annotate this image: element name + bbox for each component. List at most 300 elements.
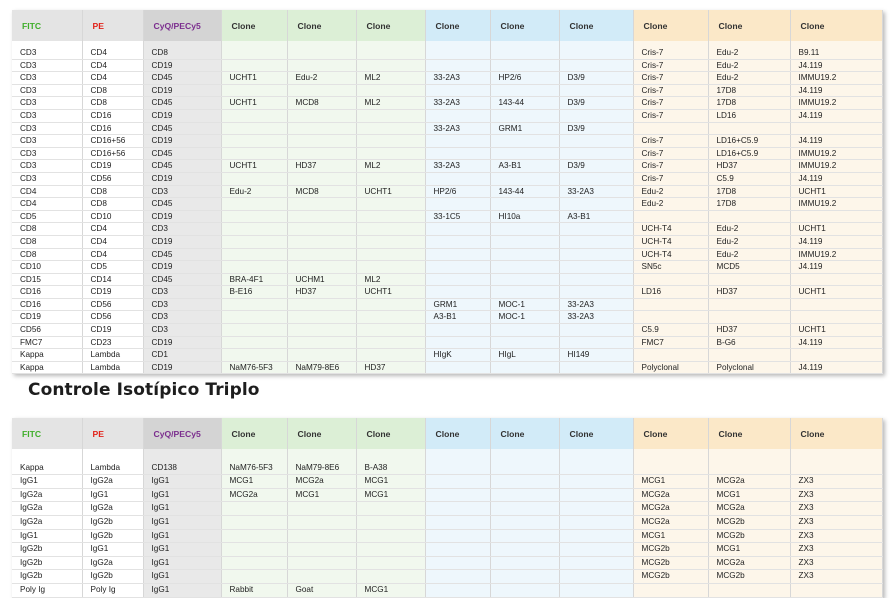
table-row <box>12 543 882 557</box>
clone-cell <box>425 198 490 211</box>
spacer-cell <box>559 449 633 462</box>
fitc-cell: CD3 <box>12 72 82 85</box>
clone-cell: Edu-2 <box>708 235 790 248</box>
clone-header-6: Clone <box>559 10 633 41</box>
table-row <box>12 135 882 148</box>
section-title: Controle Isotípico Triplo <box>28 380 260 400</box>
clone-cell <box>356 210 425 223</box>
clone-cell <box>425 475 490 489</box>
table-row <box>12 349 882 362</box>
fitc-cell: IgG2a <box>12 488 82 502</box>
pe-cell: IgG2b <box>82 515 143 529</box>
clone-cell <box>221 223 287 236</box>
cyq-cell: CD3 <box>143 286 221 299</box>
clone-cell: J4.119 <box>790 172 882 185</box>
clone-cell <box>221 59 287 72</box>
fitc-cell: Kappa <box>12 361 82 374</box>
clone-cell: Cris-7 <box>633 135 708 148</box>
clone-cell <box>633 273 708 286</box>
spacer-cell <box>708 449 790 462</box>
antibody-combinations-table <box>12 10 883 374</box>
clone-cell <box>490 570 559 584</box>
clone-cell: J4.119 <box>790 361 882 374</box>
clone-cell <box>287 47 356 59</box>
clone-cell: Cris-7 <box>633 160 708 173</box>
clone-cell: 33-2A3 <box>425 122 490 135</box>
clone-cell: 17D8 <box>708 185 790 198</box>
clone-cell: GRM1 <box>490 122 559 135</box>
cyq-cell: CD3 <box>143 298 221 311</box>
clone-cell: UCHT1 <box>790 286 882 299</box>
cyq-cell: IgG1 <box>143 543 221 557</box>
clone-cell <box>490 502 559 516</box>
clone-cell: UCHT1 <box>790 185 882 198</box>
pe-cell: CD4 <box>82 248 143 261</box>
clone-cell: B-E16 <box>221 286 287 299</box>
clone-cell: ZX3 <box>790 529 882 543</box>
clone-cell <box>490 286 559 299</box>
table-row <box>12 248 882 261</box>
fitc-cell: CD3 <box>12 97 82 110</box>
clone-cell <box>559 502 633 516</box>
fitc-cell: IgG2b <box>12 543 82 557</box>
table-row <box>12 147 882 160</box>
clone-cell <box>559 336 633 349</box>
pe-cell: IgG2b <box>82 570 143 584</box>
clone-cell: 33-2A3 <box>559 185 633 198</box>
clone-cell: UCHT1 <box>221 97 287 110</box>
cyq-cell: CD19 <box>143 210 221 223</box>
clone-cell: IMMU19.2 <box>790 160 882 173</box>
clone-cell <box>287 59 356 72</box>
cyq-cell: CD19 <box>143 109 221 122</box>
clone-cell: UCHT1 <box>356 185 425 198</box>
clone-cell <box>708 311 790 324</box>
clone-cell: UCH-T4 <box>633 248 708 261</box>
clone-cell: HD37 <box>356 361 425 374</box>
clone-cell: MCG2a <box>708 475 790 489</box>
clone-cell: Edu-2 <box>708 59 790 72</box>
clone-cell: 33-2A3 <box>425 97 490 110</box>
clone-cell <box>356 122 425 135</box>
fitc-cell: CD4 <box>12 198 82 211</box>
fitc-cell: Kappa <box>12 462 82 475</box>
clone-cell: MCG1 <box>356 475 425 489</box>
clone-cell <box>287 515 356 529</box>
fitc-cell: IgG2a <box>12 502 82 516</box>
clone-cell: Cris-7 <box>633 172 708 185</box>
clone-cell <box>559 543 633 557</box>
clone-cell <box>287 122 356 135</box>
clone-cell <box>287 210 356 223</box>
clone-cell <box>221 543 287 557</box>
table-row <box>12 502 882 516</box>
fitc-cell: CD3 <box>12 122 82 135</box>
clone-cell <box>287 248 356 261</box>
table-row <box>12 324 882 337</box>
clone-cell <box>287 198 356 211</box>
clone-cell: UCHT1 <box>790 324 882 337</box>
fitc-cell: CD3 <box>12 59 82 72</box>
clone-cell <box>356 298 425 311</box>
clone-cell <box>559 172 633 185</box>
fitc-cell: CD19 <box>12 311 82 324</box>
clone-cell <box>221 529 287 543</box>
clone-cell: B-A38 <box>356 462 425 475</box>
pe-cell: CD56 <box>82 311 143 324</box>
table-row <box>12 122 882 135</box>
pe-cell: CD16+56 <box>82 135 143 148</box>
clone-cell <box>356 172 425 185</box>
clone-cell: ZX3 <box>790 556 882 570</box>
cyq-cell: CD138 <box>143 462 221 475</box>
clone-cell: HP2/6 <box>425 185 490 198</box>
cyq-cell: CD45 <box>143 97 221 110</box>
clone-cell <box>790 349 882 362</box>
fitc-header: FITC <box>12 10 82 41</box>
clone-cell: IMMU19.2 <box>790 147 882 160</box>
fitc-cell: CD3 <box>12 172 82 185</box>
clone-cell <box>356 109 425 122</box>
clone-cell: IMMU19.2 <box>790 97 882 110</box>
table-row <box>12 210 882 223</box>
clone-cell <box>425 273 490 286</box>
pe-cell: IgG1 <box>82 488 143 502</box>
clone-cell <box>425 515 490 529</box>
clone-cell <box>287 543 356 557</box>
pe-cell: CD4 <box>82 235 143 248</box>
clone-cell <box>221 109 287 122</box>
pe-cell: CD16 <box>82 122 143 135</box>
clone-cell: Cris-7 <box>633 84 708 97</box>
clone-cell: MCD8 <box>287 185 356 198</box>
clone-header-2: Clone <box>287 418 356 449</box>
clone-cell <box>559 248 633 261</box>
clone-cell: D3/9 <box>559 122 633 135</box>
cyq-cell: CD19 <box>143 261 221 274</box>
clone-cell <box>490 543 559 557</box>
pe-cell: IgG2a <box>82 475 143 489</box>
table-row <box>12 47 882 59</box>
clone-cell: Edu-2 <box>708 47 790 59</box>
clone-cell <box>790 122 882 135</box>
fitc-cell: CD15 <box>12 273 82 286</box>
clone-cell <box>221 248 287 261</box>
cyq-cell: IgG1 <box>143 488 221 502</box>
fitc-cell: Poly Ig <box>12 583 82 597</box>
clone-cell <box>221 298 287 311</box>
clone-cell <box>425 261 490 274</box>
clone-cell <box>356 556 425 570</box>
cyq-cell: CD45 <box>143 273 221 286</box>
cyq-header: CyQ/PECy5 <box>143 418 221 449</box>
table-row <box>12 336 882 349</box>
clone-header-9: Clone <box>790 418 882 449</box>
clone-cell <box>490 515 559 529</box>
clone-cell: MCG1 <box>708 488 790 502</box>
clone-cell <box>490 223 559 236</box>
isotype-control-table <box>12 418 883 598</box>
cyq-cell: IgG1 <box>143 515 221 529</box>
table-row <box>12 235 882 248</box>
table-row <box>12 223 882 236</box>
clone-cell <box>559 570 633 584</box>
pe-cell: Poly Ig <box>82 583 143 597</box>
table-row <box>12 261 882 274</box>
fitc-cell: CD5 <box>12 210 82 223</box>
clone-cell <box>221 122 287 135</box>
table-row <box>12 515 882 529</box>
clone-cell <box>356 543 425 557</box>
cyq-cell: IgG1 <box>143 475 221 489</box>
clone-cell: NaM79-8E6 <box>287 361 356 374</box>
clone-cell: MCG2a <box>633 488 708 502</box>
clone-cell: NaM79-8E6 <box>287 462 356 475</box>
clone-cell <box>708 273 790 286</box>
clone-header-1: Clone <box>221 418 287 449</box>
clone-cell <box>425 502 490 516</box>
clone-cell <box>708 583 790 597</box>
clone-cell <box>356 311 425 324</box>
clone-cell <box>708 210 790 223</box>
clone-cell <box>287 109 356 122</box>
fitc-cell: CD56 <box>12 324 82 337</box>
pe-header: PE <box>82 10 143 41</box>
clone-cell <box>221 336 287 349</box>
clone-cell <box>221 147 287 160</box>
clone-cell: MCG1 <box>356 583 425 597</box>
pe-cell: CD8 <box>82 198 143 211</box>
clone-cell <box>425 324 490 337</box>
pe-cell: CD23 <box>82 336 143 349</box>
clone-cell: UCHT1 <box>356 286 425 299</box>
clone-cell <box>356 336 425 349</box>
clone-cell: 33-2A3 <box>559 298 633 311</box>
clone-cell <box>633 122 708 135</box>
fitc-cell: CD3 <box>12 84 82 97</box>
clone-cell: BRA-4F1 <box>221 273 287 286</box>
clone-cell <box>490 235 559 248</box>
clone-cell <box>287 235 356 248</box>
clone-cell <box>559 84 633 97</box>
pe-cell: CD56 <box>82 172 143 185</box>
clone-cell: HD37 <box>708 324 790 337</box>
clone-cell <box>559 273 633 286</box>
table-row <box>12 583 882 597</box>
clone-cell <box>559 109 633 122</box>
clone-cell: Edu-2 <box>708 223 790 236</box>
clone-cell <box>356 248 425 261</box>
clone-header-8: Clone <box>708 10 790 41</box>
clone-cell <box>490 109 559 122</box>
clone-cell: MCG1 <box>287 488 356 502</box>
table-row <box>12 109 882 122</box>
clone-cell: B-G6 <box>708 336 790 349</box>
clone-cell <box>221 261 287 274</box>
fitc-cell: CD3 <box>12 147 82 160</box>
pe-cell: IgG2a <box>82 502 143 516</box>
clone-cell <box>708 122 790 135</box>
clone-cell <box>559 59 633 72</box>
clone-cell <box>490 361 559 374</box>
clone-cell <box>425 59 490 72</box>
table-row <box>12 488 882 502</box>
clone-cell <box>287 336 356 349</box>
table-row <box>12 462 882 475</box>
cyq-cell: CD8 <box>143 47 221 59</box>
clone-cell <box>425 570 490 584</box>
clone-cell <box>559 529 633 543</box>
clone-cell <box>287 556 356 570</box>
clone-cell <box>490 529 559 543</box>
clone-cell: Edu-2 <box>221 185 287 198</box>
fitc-cell: CD4 <box>12 185 82 198</box>
clone-cell <box>425 361 490 374</box>
cyq-cell: CD45 <box>143 198 221 211</box>
clone-cell <box>356 147 425 160</box>
clone-cell <box>287 298 356 311</box>
clone-cell <box>559 361 633 374</box>
clone-header-4: Clone <box>425 10 490 41</box>
fitc-header: FITC <box>12 418 82 449</box>
cyq-cell: CD19 <box>143 84 221 97</box>
clone-cell <box>287 349 356 362</box>
pe-cell: CD4 <box>82 72 143 85</box>
clone-cell <box>490 248 559 261</box>
clone-cell <box>559 223 633 236</box>
clone-cell: MCG2a <box>633 515 708 529</box>
clone-header-6: Clone <box>559 418 633 449</box>
clone-cell <box>425 543 490 557</box>
pe-cell: CD4 <box>82 47 143 59</box>
clone-cell <box>356 223 425 236</box>
pe-cell: CD4 <box>82 223 143 236</box>
cyq-cell: CD45 <box>143 248 221 261</box>
pe-cell: Lambda <box>82 462 143 475</box>
cyq-cell: IgG1 <box>143 502 221 516</box>
clone-cell: 33-2A3 <box>425 160 490 173</box>
clone-cell <box>287 84 356 97</box>
clone-cell <box>425 109 490 122</box>
clone-cell: HD37 <box>287 286 356 299</box>
cyq-cell: CD19 <box>143 172 221 185</box>
fitc-cell: CD3 <box>12 47 82 59</box>
clone-cell: MCG2a <box>708 502 790 516</box>
fitc-cell: IgG2b <box>12 570 82 584</box>
cyq-cell: CD3 <box>143 185 221 198</box>
clone-cell <box>221 135 287 148</box>
clone-cell: ZX3 <box>790 570 882 584</box>
fitc-cell: IgG2a <box>12 515 82 529</box>
clone-cell <box>425 84 490 97</box>
table-row <box>12 298 882 311</box>
clone-cell <box>356 135 425 148</box>
clone-cell: MCG2a <box>633 502 708 516</box>
clone-cell: MCG2a <box>708 556 790 570</box>
clone-cell <box>287 147 356 160</box>
table1-header-row <box>12 10 882 41</box>
clone-cell <box>221 349 287 362</box>
clone-cell: UCHT1 <box>221 160 287 173</box>
spacer-cell <box>221 449 287 462</box>
clone-cell <box>559 47 633 59</box>
spacer-cell <box>287 449 356 462</box>
clone-cell: Goat <box>287 583 356 597</box>
clone-cell <box>425 235 490 248</box>
clone-cell <box>221 515 287 529</box>
clone-cell <box>490 556 559 570</box>
clone-cell: Rabbit <box>221 583 287 597</box>
fitc-cell: CD8 <box>12 248 82 261</box>
clone-cell <box>425 462 490 475</box>
clone-cell: SN5c <box>633 261 708 274</box>
clone-cell <box>633 311 708 324</box>
fitc-cell: CD3 <box>12 160 82 173</box>
clone-cell: 33-1C5 <box>425 210 490 223</box>
clone-cell: A3-B1 <box>425 311 490 324</box>
clone-cell: Edu-2 <box>633 185 708 198</box>
clone-cell: LD16+C5.9 <box>708 135 790 148</box>
cyq-cell: CD3 <box>143 223 221 236</box>
cyq-cell: CD19 <box>143 361 221 374</box>
clone-cell: ZX3 <box>790 543 882 557</box>
table-row <box>12 160 882 173</box>
fitc-cell: IgG1 <box>12 529 82 543</box>
clone-cell <box>490 336 559 349</box>
clone-cell <box>356 502 425 516</box>
fitc-cell: CD3 <box>12 109 82 122</box>
table-row <box>12 198 882 211</box>
clone-cell: FMC7 <box>633 336 708 349</box>
cyq-cell: CD19 <box>143 336 221 349</box>
clone-cell: MCD8 <box>287 97 356 110</box>
clone-cell: MOC-1 <box>490 311 559 324</box>
clone-cell: HD37 <box>708 286 790 299</box>
clone-cell: Edu-2 <box>287 72 356 85</box>
clone-cell <box>633 462 708 475</box>
clone-cell <box>356 47 425 59</box>
clone-cell: Polyclonal <box>633 361 708 374</box>
clone-cell <box>287 135 356 148</box>
clone-cell: ML2 <box>356 273 425 286</box>
clone-cell <box>287 529 356 543</box>
fitc-cell: CD3 <box>12 135 82 148</box>
cyq-header: CyQ/PECy5 <box>143 10 221 41</box>
cyq-cell: CD45 <box>143 147 221 160</box>
clone-cell <box>490 324 559 337</box>
fitc-cell: CD8 <box>12 223 82 236</box>
pe-cell: CD56 <box>82 298 143 311</box>
clone-cell <box>356 59 425 72</box>
clone-header-3: Clone <box>356 418 425 449</box>
clone-cell: HP2/6 <box>490 72 559 85</box>
clone-cell <box>559 488 633 502</box>
pe-cell: CD8 <box>82 84 143 97</box>
clone-cell <box>221 324 287 337</box>
clone-cell: MCG1 <box>633 475 708 489</box>
clone-cell <box>559 324 633 337</box>
table-row <box>12 59 882 72</box>
clone-cell <box>221 556 287 570</box>
clone-cell <box>490 47 559 59</box>
table-row <box>12 97 882 110</box>
clone-cell: MCG2b <box>708 515 790 529</box>
clone-cell: ML2 <box>356 97 425 110</box>
table-row <box>12 529 882 543</box>
pe-cell: IgG2a <box>82 556 143 570</box>
cyq-cell: CD19 <box>143 235 221 248</box>
pe-cell: CD19 <box>82 160 143 173</box>
